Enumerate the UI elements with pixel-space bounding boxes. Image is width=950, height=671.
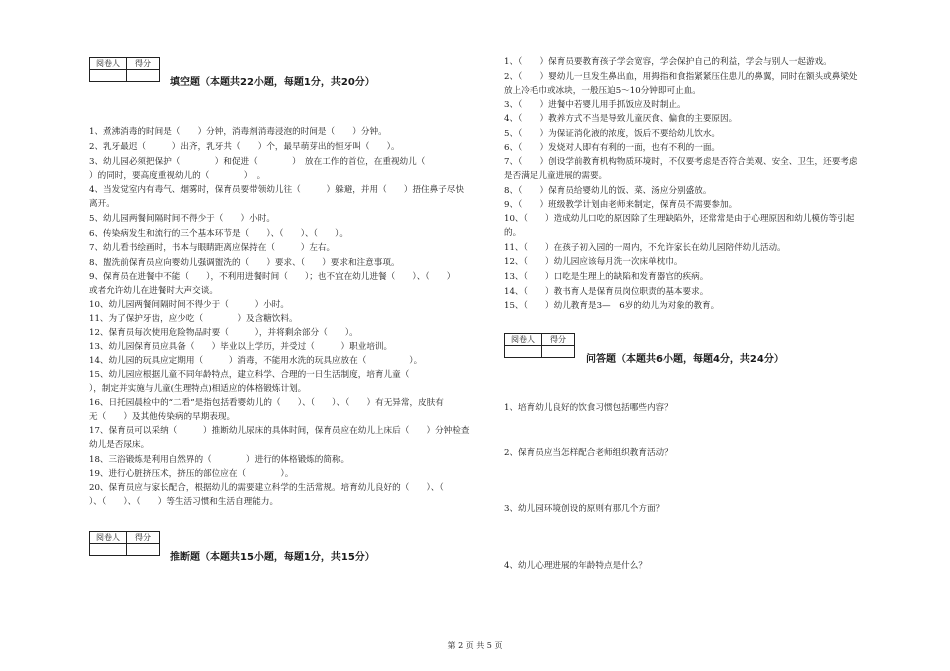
fill-blank-line: 20、保育员应与家长配合，根据幼儿的需要建立科学的生活常规。培育幼儿良好的（ ）、（ [89, 483, 444, 493]
score-label: 得分 [127, 58, 160, 70]
fill-blank-line: 10、幼儿园两餐间隔时间不得少于（ ）小时。 [89, 300, 289, 310]
fill-blank-line: 17、保育员可以采纳（ ）推断幼儿尿床的具体时间，保育员应在幼儿上床后（ ）分钟检查 [89, 426, 470, 436]
fill-blank-line: 4、当发觉室内有毒气、烟雾时，保育员要带领幼儿往（ ）躲避，并用（ ）捂住鼻子尽快 [89, 185, 465, 195]
true-false-line: 6、（ ）发烧对人即有有利的一面，也有不利的一面。 [504, 143, 721, 153]
fill-blank-line: 7、幼儿看书绘画时，书本与眼睛距离应保持在（ ）左右。 [89, 243, 336, 253]
reviewer-cell[interactable] [505, 346, 542, 358]
score-box-true-false [89, 531, 160, 556]
reviewer-label: 阅卷人 [90, 58, 127, 70]
reviewer-cell[interactable] [90, 544, 127, 556]
true-false-line: 11、（ ）在孩子初入园的一周内，不允许家长在幼儿园陪伴幼儿活动。 [504, 243, 786, 253]
fill-blank-line: 12、保育员每次使用危险物品时要（ ），并将剩余部分（ ）。 [89, 328, 358, 338]
reviewer-label: 阅卷人 [505, 334, 542, 346]
true-false-line: 2、（ ）婴幼儿一旦发生鼻出血，用拇指和食指紧紧压住患儿的鼻翼，同时在额头或鼻梁处 [504, 72, 858, 82]
short-answer-question: 1、培育幼儿良好的饮食习惯包括哪些内容？ [504, 403, 673, 413]
true-false-line: 9、（ ）班级教学计划由老师来制定，保育员不需要参加。 [504, 200, 738, 210]
fill-blank-line: 离开。 [89, 199, 115, 209]
true-false-line: 4、（ ）教养方式不当是导致儿童厌食、偏食的主要原因。 [504, 114, 738, 124]
short-answer-question: 4、幼儿心理进展的年龄特点是什么？ [504, 561, 647, 571]
true-false-line: 是否满足儿童进展的需要。 [504, 171, 608, 181]
true-false-line: 10、（ ）造成幼儿口吃的原因除了生理缺陷外，还常常是由于心理原因和幼儿模仿等引起 [504, 214, 855, 224]
true-false-line: 5、（ ）为保证消化液的浓度，饭后不要给幼儿饮水。 [504, 129, 721, 139]
reviewer-label: 阅卷人 [90, 532, 127, 544]
reviewer-cell[interactable] [90, 70, 127, 82]
fill-blank-line: 13、幼儿园保育员应具备（ ）毕业以上学历，并受过（ ）职业培训。 [89, 342, 393, 352]
fill-blank-line: 6、传染病发生和流行的三个基本环节是（ ）、（ ）、（ ）。 [89, 229, 348, 239]
fill-blank-line: 15、幼儿园应根据儿童不同年龄特点，建立科学、合理的一日生活制度，培育儿童（ [89, 370, 410, 380]
fill-blank-line: 或者允许幼儿在进餐时大声交谈。 [89, 286, 218, 296]
fill-blank-line: 9、保育员在进餐中不能（ ），不利用进餐时间（ ）；也不宜在幼儿进餐（ ）、（ ） [89, 272, 456, 282]
fill-blank-line: ），制定并实施与儿童(生理特点)相适应的体格锻炼计划。 [89, 384, 307, 394]
score-cell[interactable] [127, 70, 160, 82]
fill-blank-line: 3、幼儿园必须把保护（ ）和促进（ ） 放在工作的首位，在重视幼儿（ [89, 157, 426, 167]
true-false-line: 8、（ ）保育员给婴幼儿的饭、菜、汤应分别盛放。 [504, 186, 712, 196]
score-cell[interactable] [542, 346, 575, 358]
fill-blank-line: 无（ ）及其他传染病的早期表现。 [89, 412, 236, 422]
fill-blank-line: 11、为了保护牙齿，应少吃（ ）及含糖饮料。 [89, 314, 298, 324]
fill-blank-line: 18、三浴锻炼是利用自然界的（ ）进行的体格锻炼的简称。 [89, 455, 350, 465]
true-false-line: 14、（ ）教书育人是保育员岗位职责的基本要求。 [504, 287, 709, 297]
fill-blank-line: 2、乳牙最迟（ ）出齐，乳牙共（ ）个，最早萌芽出的恒牙叫（ ）。 [89, 142, 400, 152]
score-label: 得分 [542, 334, 575, 346]
score-box-short-answer [504, 333, 575, 358]
fill-blank-line: 14、幼儿园的玩具应定期用（ ）消毒，不能用水洗的玩具应放在（ ）。 [89, 356, 423, 366]
fill-blank-title: 填空题（本题共22小题，每题1分，共20分） [170, 77, 375, 88]
short-answer-question: 2、保育员应当怎样配合老师组织教育活动？ [504, 448, 673, 458]
true-false-title: 推断题（本题共15小题，每题1分，共15分） [170, 552, 375, 563]
true-false-line: 12、（ ）幼儿园应该每月洗一次床单枕巾。 [504, 257, 683, 267]
fill-blank-line: 16、日托园晨检中的“二看”是指包括看婴幼儿的（ ）、（ ）、（ ）有无异常，皮肤有 [89, 398, 444, 408]
score-label: 得分 [127, 532, 160, 544]
true-false-line: 15、（ ）幼儿教育是3— 6岁的幼儿为对象的教育。 [504, 301, 720, 311]
true-false-line: 1、（ ）保育员要教育孩子学会宽容，学会保护自己的利益，学会与别人一起游戏。 [504, 57, 832, 67]
true-false-line: 7、（ ）创设学前教育机构物质环境时，不仅要考虑是否符合美观、安全、卫生，还要考虑 [504, 157, 858, 167]
fill-blank-line: 1、煮沸消毒的时间是（ ）分钟，消毒剂消毒浸泡的时间是（ ）分钟。 [89, 127, 387, 137]
true-false-line: 放上冷毛巾或冰块，一般压迫5～10分钟即可止血。 [504, 86, 701, 96]
true-false-line: 的。 [504, 228, 522, 238]
score-box-fill-blank [89, 57, 160, 82]
fill-blank-line: ）、（ ）、（ ）等生活习惯和生活自理能力。 [89, 497, 279, 507]
short-answer-title: 问答题（本题共6小题，每题4分，共24分） [586, 354, 784, 365]
fill-blank-line: 19、进行心脏挤压术，挤压的部位应在（ ）。 [89, 469, 294, 479]
true-false-line: 13、（ ）口吃是生理上的缺陷和发育器官的疾病。 [504, 272, 709, 282]
fill-blank-line: ）的同时，要高度重视幼儿的（ ） 。 [89, 171, 266, 181]
short-answer-question: 3、幼儿园环境创设的原则有那几个方面？ [504, 504, 665, 514]
fill-blank-line: 8、盥洗前保育员应向婴幼儿强调盥洗的（ ）要求、（ ）要求和注意事项。 [89, 258, 400, 268]
score-cell[interactable] [127, 544, 160, 556]
fill-blank-line: 幼儿是否尿床。 [89, 440, 150, 450]
page-footer: 第 2 页 共 5 页 [447, 641, 503, 650]
true-false-line: 3、（ ）进餐中若婴儿用手抓饭应及时制止。 [504, 100, 686, 110]
fill-blank-line: 5、幼儿园两餐间隔时间不得少于（ ）小时。 [89, 214, 275, 224]
